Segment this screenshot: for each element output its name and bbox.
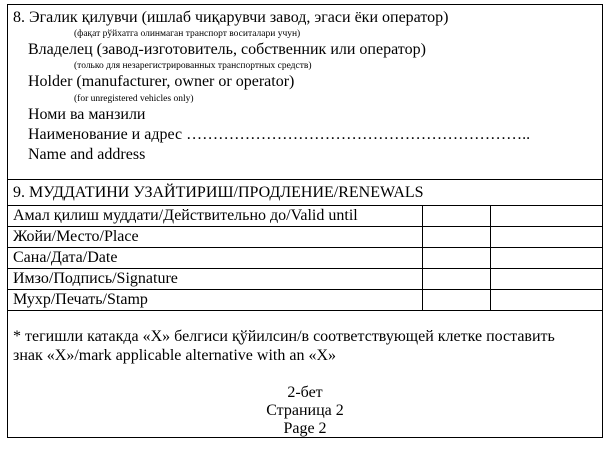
section8-note-uz: (фақат рўйхатга олинмаган транспорт воситалари учун) <box>74 29 301 39</box>
table-column-divider <box>490 205 491 310</box>
section-divider <box>8 179 602 180</box>
page-number-uz: 2-бет <box>287 384 323 401</box>
table-row-divider <box>8 268 602 269</box>
name-address-ru: Наименование и адрес ……………………………………………………….. <box>28 126 531 143</box>
section8-heading-en: Holder (manufacturer, owner or operator) <box>28 73 295 90</box>
page-number-ru: Страница 2 <box>266 402 344 419</box>
table-row-label: Жойи/Место/Place <box>13 228 139 245</box>
name-address-uz: Номи ва манзили <box>28 106 146 123</box>
table-top-border <box>8 205 602 206</box>
table-row-label: Имзо/Подпись/Signature <box>13 270 178 287</box>
table-row-divider <box>8 226 602 227</box>
document-frame <box>7 4 603 438</box>
table-row-divider <box>8 247 602 248</box>
section8-heading-ru: Владелец (завод-изготовитель, собственник или оператор) <box>28 41 426 58</box>
name-address-en: Name and address <box>28 146 146 163</box>
section9-heading: 9. МУДДАТИНИ УЗАЙТИРИШ/ПРОДЛЕНИЕ/RENEWALS <box>13 184 424 201</box>
table-row-label: Сана/Дата/Date <box>13 249 118 266</box>
section8-heading: 8. Эгалик қилувчи (ишлаб чиқарувчи завод, эгаси ёки оператор) <box>13 9 449 26</box>
table-row-label: Мухр/Печать/Stamp <box>13 291 148 308</box>
section8-note-en: (for unregistered vehicles only) <box>74 94 194 104</box>
table-row-divider <box>8 289 602 290</box>
footnote-line2: знак «Х»/mark applicable alternative with an «Х» <box>13 347 336 364</box>
footnote-line1: * тегишли катакда «Х» белгиси қўйилсин/в соответствующей клетке поставить <box>13 328 555 345</box>
table-column-divider <box>422 205 423 310</box>
section8-note-ru: (только для незарегистрированных транспортных средств) <box>74 61 312 71</box>
table-row-label: Амал қилиш муддати/Действительно до/Valid until <box>13 207 358 224</box>
page-number-en: Page 2 <box>283 420 327 437</box>
table-bottom-border <box>8 310 602 311</box>
